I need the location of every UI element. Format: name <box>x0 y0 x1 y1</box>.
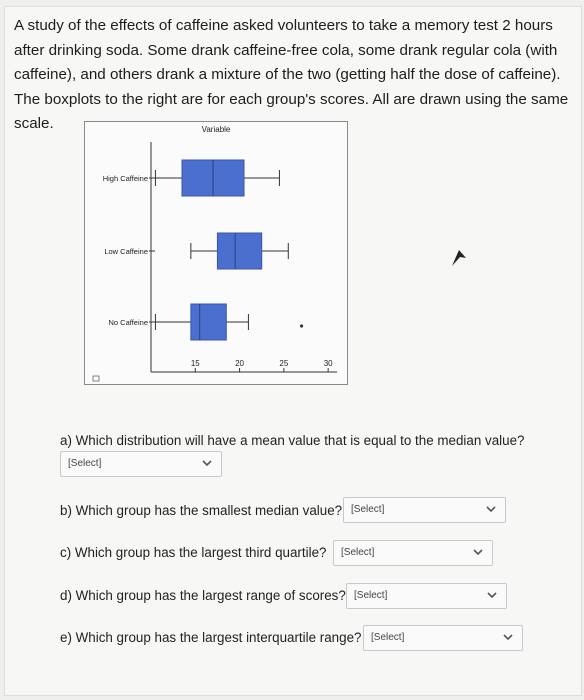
question-c-select-value: [Select] <box>341 547 375 558</box>
mouse-pointer-icon <box>448 246 470 268</box>
x-tick-label: 25 <box>279 359 289 368</box>
box-iqr <box>191 304 226 340</box>
question-c-select[interactable] <box>333 540 493 566</box>
chevron-down-icon <box>502 631 514 643</box>
x-tick-label: 20 <box>235 359 245 368</box>
group-label: Low Caffeine <box>104 247 148 256</box>
question-d-select-value: [Select] <box>354 590 388 601</box>
question-a-select[interactable] <box>60 451 222 477</box>
chevron-down-icon <box>201 457 213 469</box>
question-b-text: b) Which group has the smallest median value? <box>60 503 343 518</box>
question-b-select-value: [Select] <box>351 504 385 515</box>
question-a-text: a) Which distribution will have a mean value that is equal to the median value? <box>60 433 525 448</box>
chevron-down-icon <box>472 546 484 558</box>
axis-corner-mark <box>93 376 99 381</box>
x-tick-label: 15 <box>190 359 200 368</box>
boxplot-svg <box>85 122 347 384</box>
group-label: High Caffeine <box>102 174 148 183</box>
question-a-select-value: [Select] <box>68 458 102 469</box>
chevron-down-icon <box>485 503 497 515</box>
question-d-text: d) Which group has the largest range of scores? <box>60 588 346 603</box>
intro-text: A study of the effects of caffeine asked volunteers to take a memory test 2 hours after drinking soda. Some drank caffeine-free cola, some drank regular cola (with caffeine), and others drank a mixture of the two (getting half the dose of caffeine). The boxplots to the right are for each group's scores. All are drawn using the same scale. <box>14 17 569 132</box>
outlier-point <box>300 324 303 327</box>
question-b-select[interactable] <box>343 497 506 523</box>
box-iqr <box>217 233 261 269</box>
boxplot-chart <box>84 121 348 385</box>
chart-title: Variable <box>201 125 231 134</box>
question-e-select-value: [Select] <box>371 632 405 643</box>
question-c-text: c) Which group has the largest third quartile? <box>60 545 327 560</box>
question-e-text: e) Which group has the largest interquartile range? <box>60 630 362 645</box>
chevron-down-icon <box>486 589 498 601</box>
question-e-select[interactable] <box>363 625 523 651</box>
x-tick-label: 30 <box>323 359 333 368</box>
question-d-select[interactable] <box>346 583 507 609</box>
group-label: No Caffeine <box>108 318 148 327</box>
